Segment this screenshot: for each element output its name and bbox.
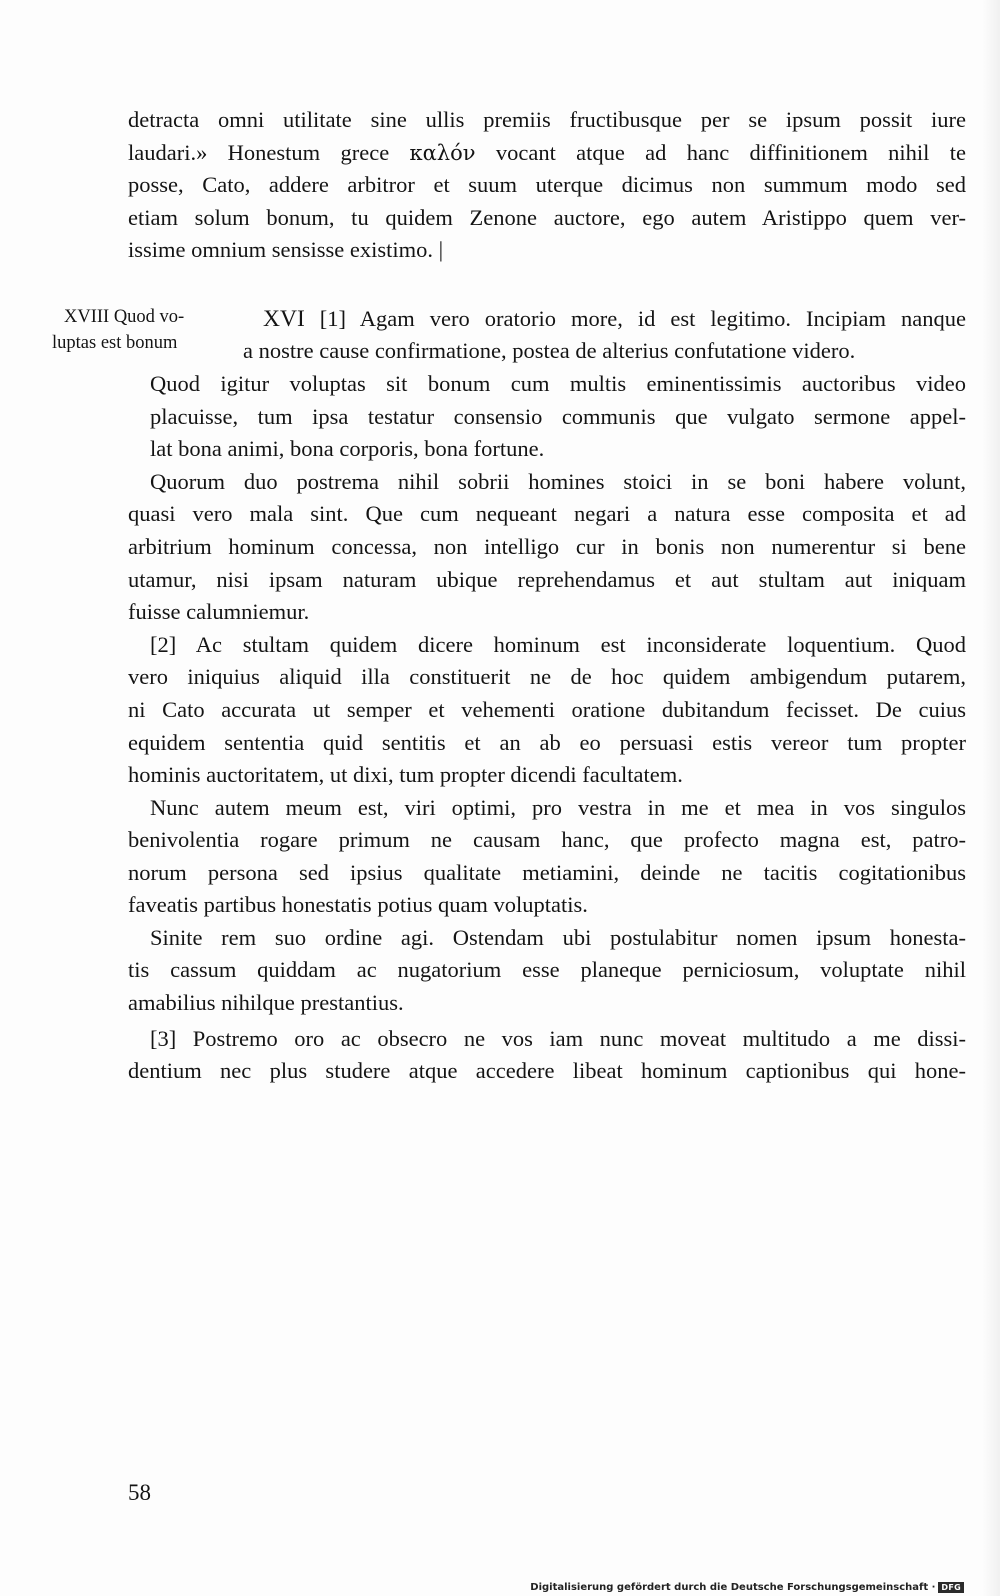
text-line: posse, Cato, addere arbitror et suum uterque dicimus non summum modo sed	[128, 172, 966, 197]
margin-note-line: luptas est bonum	[52, 333, 178, 353]
text-line: tis cassum quiddam ac nugatorium esse planeque perniciosum, voluptate nihil	[128, 957, 966, 982]
text-line: [3] Postremo oro ac obsecro ne vos iam nunc moveat multitudo a me dissi-	[150, 1026, 966, 1051]
text-line: [2] Ac stultam quidem dicere hominum est inconsiderate loquentium. Quod	[150, 632, 966, 657]
text-line: ni Cato accurata ut semper et vehementi oratione dubitandum fecisset. De cuius	[128, 697, 966, 722]
text-segment: [1] Agam vero oratorio more, id est legitimo. Incipiam nanque	[304, 306, 966, 331]
text-line: etiam solum bonum, tu quidem Zenone auctore, ego autem Aristippo quem ver-	[128, 205, 966, 230]
text-line: lat bona animi, bona corporis, bona fortune.	[150, 436, 545, 461]
text-line: arbitrium hominum concessa, non intelligo cur in bonis non numerentur si bene	[128, 534, 966, 559]
text-line: hominis auctoritatem, ut dixi, tum propter dicendi facultatem.	[128, 762, 683, 787]
text-line: Quod igitur voluptas sit bonum cum multis eminentissimis auctoribus video	[150, 371, 966, 396]
text-line: Quorum duo postrema nihil sobrii homines stoici in se boni habere volunt,	[150, 469, 966, 494]
page-number: 58	[128, 1480, 151, 1505]
greek-word: καλόν	[409, 141, 476, 165]
text-line: norum persona sed ipsius qualitate metiamini, deinde ne tacitis cogitationibus	[128, 860, 966, 885]
text-line: a nostre cause confirmatione, postea de alterius confutatione videro.	[243, 338, 856, 363]
page-edge-shadow	[982, 0, 1000, 1596]
text-line: dentium nec plus studere atque accedere libeat hominum captionibus qui hone-	[128, 1058, 966, 1083]
section-number: XVI	[263, 306, 305, 332]
text-line: benivolentia rogare primum ne causam hanc, que profecto magna est, patro-	[128, 827, 966, 852]
section-heading-line	[263, 302, 966, 336]
footer-text: Digitalisierung gefördert durch die Deutsche Forschungsgemeinschaft ·	[530, 1581, 936, 1593]
text-segment: laudari.» Honestum grece	[128, 140, 410, 165]
text-line: vero iniquius aliquid illa constituerit ne de hoc quidem ambigendum putarem,	[128, 664, 966, 689]
text-line	[128, 136, 966, 170]
text-line: fuisse calumniemur.	[128, 599, 310, 624]
dfg-logo-icon: DFG	[938, 1582, 964, 1593]
footer-credit	[530, 1579, 964, 1595]
text-line: Sinite rem suo ordine agi. Ostendam ubi postulabitur nomen ipsum honesta-	[150, 925, 966, 950]
text-line: equidem sententia quid sentitis et an ab eo persuasi estis vereor tum propter	[128, 730, 966, 755]
text-line: detracta omni utilitate sine ullis premiis fructibusque per se ipsum possit iure	[128, 107, 966, 132]
text-line: faveatis partibus honestatis potius quam voluptatis.	[128, 892, 588, 917]
text-line: amabilius nihilque prestantius.	[128, 990, 404, 1015]
text-segment: vocant atque ad hanc diffinitionem nihil te	[475, 140, 966, 165]
text-line: quasi vero mala sint. Que cum nequeant negari a natura esse composita et ad	[128, 501, 966, 526]
text-line: utamur, nisi ipsam naturam ubique reprehendamus et aut stultam aut iniquam	[128, 567, 966, 592]
margin-note-line: XVIII Quod vo-	[64, 307, 185, 327]
text-line: placuisse, tum ipsa testatur consensio communis que vulgato sermone appel-	[150, 404, 966, 429]
text-line: Nunc autem meum est, viri optimi, pro vestra in me et mea in vos singulos	[150, 795, 966, 820]
text-line: issime omnium sensisse existimo. |	[128, 237, 444, 262]
